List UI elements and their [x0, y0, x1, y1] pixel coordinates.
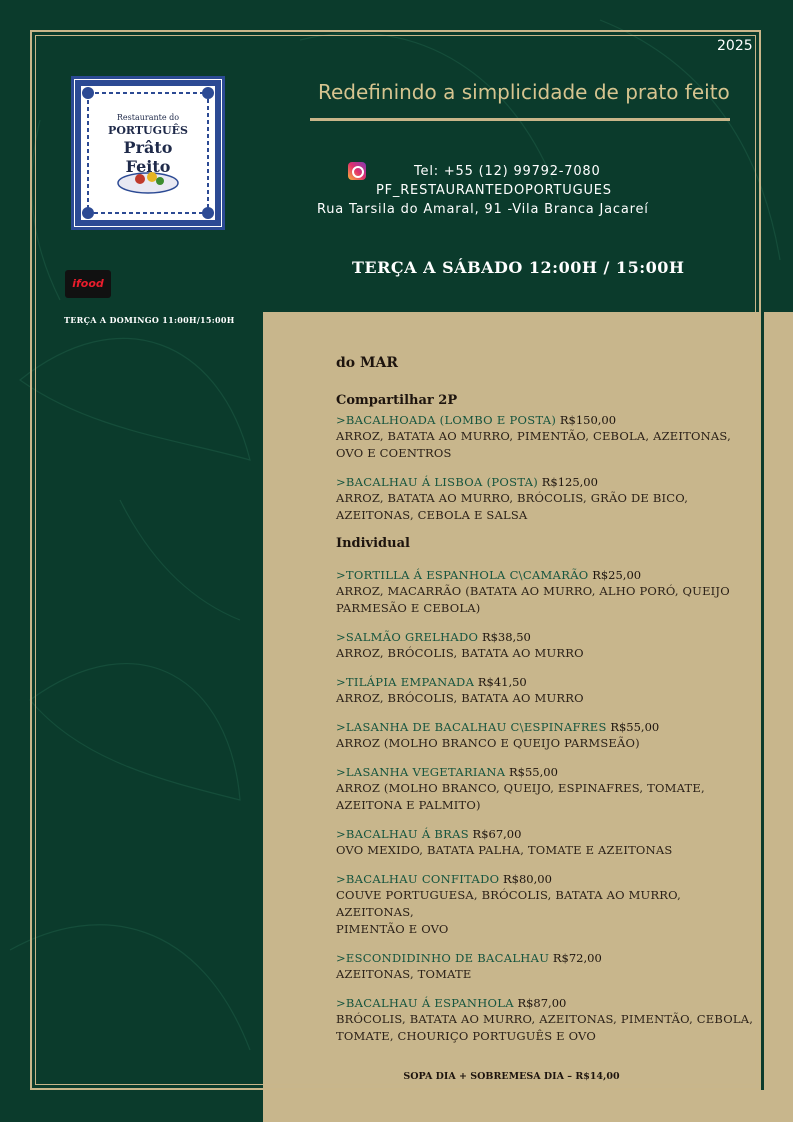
- menu-item: [336, 995, 756, 1045]
- phone-number: Tel: +55 (12) 99792-7080: [414, 164, 601, 179]
- dish-description: ARROZ (MOLHO BRANCO E QUEIJO PARMSEÃO): [336, 736, 640, 750]
- menu-item-header: [336, 826, 756, 842]
- menu-item: [336, 764, 756, 814]
- menu-item: [336, 826, 756, 859]
- dish-price: R$67,00: [472, 827, 522, 841]
- menu-item-header: [336, 950, 756, 966]
- dish-price: R$41,50: [477, 675, 527, 689]
- address: Rua Tarsila do Amaral, 91 -Vila Branca Jacareí: [317, 202, 649, 217]
- menu-item: [336, 629, 756, 662]
- menu-item-header: [336, 995, 756, 1011]
- section-title: do MAR: [336, 355, 398, 371]
- dish-description: COUVE PORTUGUESA, BRÓCOLIS, BATATA AO MURRO, AZEITONAS,: [336, 888, 681, 919]
- logo-line3: Prâto Feito: [123, 138, 173, 176]
- dish-name: >BACALHAU Á BRAS: [336, 827, 469, 841]
- menu-item-header: [336, 719, 756, 735]
- dish-description: PARMESÃO E CEBOLA): [336, 601, 481, 615]
- vertical-title: [58, 338, 158, 1008]
- menu-item: [336, 719, 756, 752]
- menu-item-header: [336, 567, 756, 583]
- dish-description: OVO MEXIDO, BATATA PALHA, TOMATE E AZEITONAS: [336, 843, 673, 857]
- dish-name: >TILÁPIA EMPANADA: [336, 675, 475, 689]
- dish-description: PIMENTÃO E OVO: [336, 922, 449, 936]
- dish-name: >BACALHAU Á LISBOA (POSTA): [336, 475, 539, 489]
- dish-price: R$38,50: [481, 630, 531, 644]
- dish-description: OVO E COENTROS: [336, 446, 452, 460]
- menu-list: [336, 355, 756, 1057]
- menu-item-header: [336, 764, 756, 780]
- logo-text: [104, 109, 192, 201]
- dish-description: BRÓCOLIS, BATATA AO MURRO, AZEITONAS, PIMENTÃO, CEBOLA,: [336, 1012, 754, 1026]
- menu-item: [336, 871, 756, 938]
- dish-description: AZEITONA E PALMITO): [336, 798, 481, 812]
- dish-description: ARROZ, BATATA AO MURRO, BRÓCOLIS, GRÃO DE BICO,: [336, 491, 689, 505]
- dish-name: >ESCONDIDINHO DE BACALHAU: [336, 951, 550, 965]
- dish-price: R$125,00: [541, 475, 598, 489]
- dish-price: R$87,00: [517, 996, 567, 1010]
- individual-title: Individual: [336, 536, 410, 551]
- share-items: [336, 412, 756, 524]
- dish-name: >LASANHA DE BACALHAU C\ESPINAFRES: [336, 720, 607, 734]
- dish-name: >TORTILLA Á ESPANHOLA C\CAMARÃO: [336, 568, 589, 582]
- dish-name: >BACALHAU CONFITADO: [336, 872, 500, 886]
- footer-note: SOPA DIA + SOBREMESA DIA – R$14,00: [403, 1071, 620, 1082]
- dish-description: ARROZ, BRÓCOLIS, BATATA AO MURRO: [336, 691, 584, 705]
- individual-items: [336, 567, 756, 1045]
- logo-line1: Restaurante do: [116, 113, 180, 122]
- menu-item-header: [336, 674, 756, 690]
- opening-hours: TERÇA A SÁBADO 12:00H / 15:00H: [352, 258, 685, 277]
- dish-description: ARROZ, BRÓCOLIS, BATATA AO MURRO: [336, 646, 584, 660]
- slogan-divider: [310, 118, 730, 121]
- dish-name: >LASANHA VEGETARIANA: [336, 765, 506, 779]
- dish-description: TOMATE, CHOURIÇO PORTUGUÊS E OVO: [336, 1029, 596, 1043]
- restaurant-logo: [71, 76, 225, 230]
- dish-description: ARROZ, BATATA AO MURRO, PIMENTÃO, CEBOLA, AZEITONAS,: [336, 429, 731, 443]
- dish-price: R$150,00: [559, 413, 617, 427]
- instagram-icon[interactable]: [348, 162, 366, 180]
- dish-description: ARROZ, MACARRÃO (BATATA AO MURRO, ALHO PORÓ, QUEIJO: [336, 584, 730, 598]
- dish-description: ARROZ (MOLHO BRANCO, QUEIJO, ESPINAFRES, TOMATE,: [336, 781, 705, 795]
- menu-item-header: [336, 871, 756, 887]
- dish-price: R$55,00: [508, 765, 558, 779]
- ifood-logo[interactable]: ifood: [65, 270, 111, 298]
- menu-item: [336, 412, 756, 462]
- menu-item-header: [336, 474, 756, 490]
- menu-item: [336, 474, 756, 524]
- slogan: Redefinindo a simplicidade de prato feito: [318, 80, 730, 104]
- dish-description: AZEITONAS, CEBOLA E SALSA: [336, 508, 528, 522]
- dish-name: >BACALHOADA (LOMBO E POSTA): [336, 413, 557, 427]
- menu-item-header: [336, 412, 756, 428]
- menu-item: [336, 950, 756, 983]
- menu-item: [336, 674, 756, 707]
- dish-price: R$80,00: [502, 872, 552, 886]
- dish-description: AZEITONAS, TOMATE: [336, 967, 472, 981]
- year-label: 2025: [717, 38, 753, 54]
- dish-price: R$55,00: [610, 720, 660, 734]
- dish-name: >BACALHAU Á ESPANHOLA: [336, 996, 514, 1010]
- share-title: Compartilhar 2P: [336, 393, 458, 408]
- dish-price: R$72,00: [552, 951, 602, 965]
- menu-item: [336, 567, 756, 617]
- instagram-handle[interactable]: PF_RESTAURANTEDOPORTUGUES: [376, 183, 612, 198]
- logo-line2: PORTUGUÊS: [108, 124, 188, 137]
- ifood-hours: TERÇA A DOMINGO 11:00H/15:00H: [64, 315, 235, 325]
- dish-price: R$25,00: [592, 568, 642, 582]
- dish-name: >SALMÃO GRELHADO: [336, 630, 479, 644]
- menu-item-header: [336, 629, 756, 645]
